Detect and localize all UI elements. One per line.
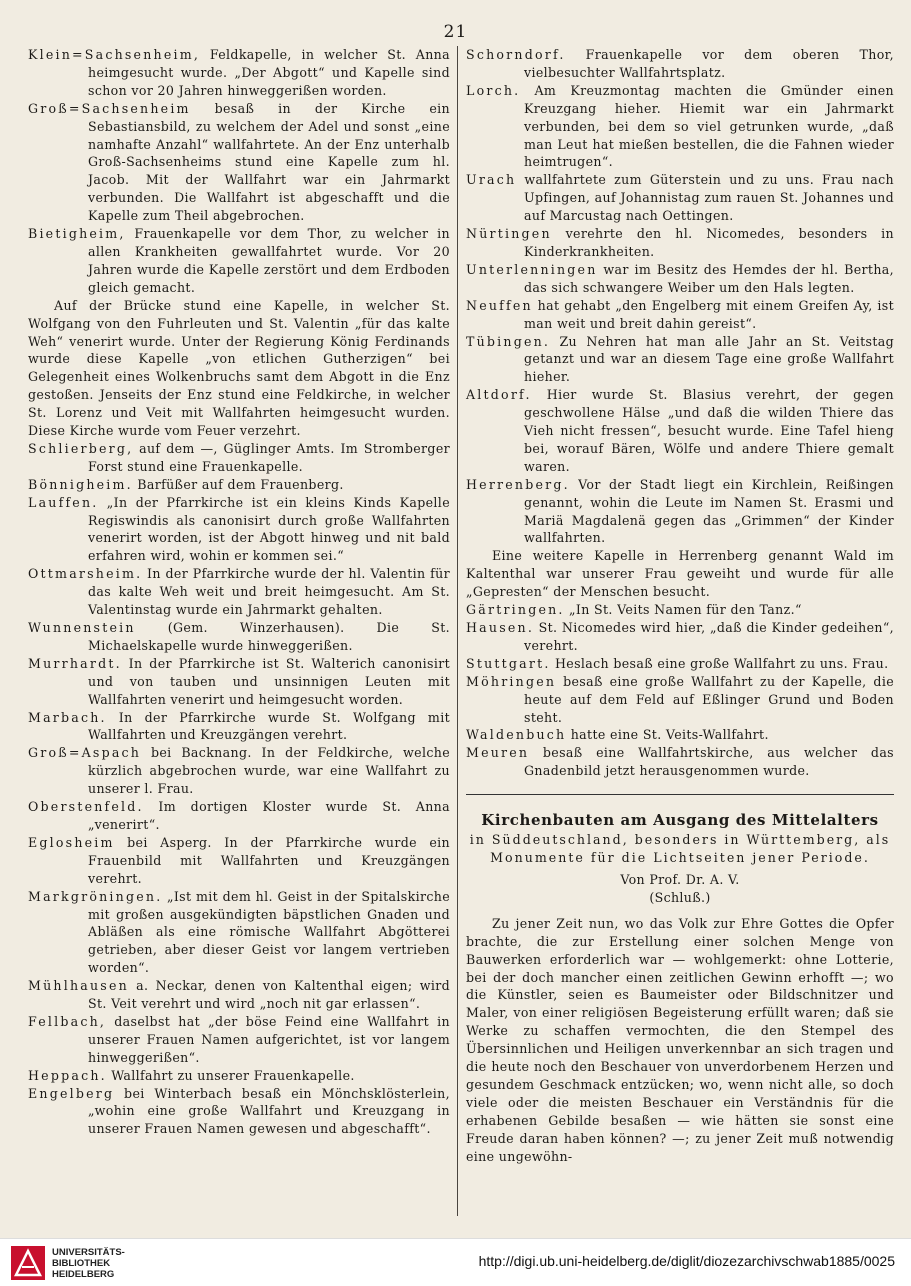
place-entry [28,494,450,566]
left-column [28,46,450,1138]
right-column-entries [466,46,894,780]
place-description: war im Besitz des Hemdes der hl. Bertha, das sich schwangere Weiber um den Hals legten. [524,261,894,295]
place-entry [466,171,894,225]
place-entry [28,834,450,888]
place-name: Neuffen [466,297,533,313]
place-description: besaß in der Kirche ein Sebastiansbild, zu welchem der Adel und sonst „eine namhafte Anzahl“ wallfahrtete. An der Enz unterhalb Groß-Sachsenheims stund eine Kapelle zum hl. Jacob. Mit der Wallfahrt war ein Jahrmarkt verbunden. Die Wallfahrt ist abgeschafft und die Kapelle zum Theil abgebrochen. [88,100,450,224]
place-description: wallfahrtete zum Güterstein und zu uns. Frau nach Upfingen, auf Johannistag zum rauen St. Johannes und auf Marcustag nach Oettingen. [524,172,894,224]
article-note: (Schluß.) [649,889,711,905]
place-description: In der Pfarrkirche wurde der hl. Valentin für das kalte Weh weit und breit heimgesucht. Am St. Valentinstag wurde ein Jahrmarkt gehalten. [88,566,450,618]
university-logo-icon [10,1245,46,1281]
place-description: (Gem. Winzerhausen). Die St. Michaelskapelle wurde hinweggerißen. [88,620,450,653]
place-name: Hausen. [466,620,535,635]
place-description: Feldkapelle, in welcher St. Anna heimgesucht wurde. „Der Abgott“ und Kapelle sind schon vor 20 Jahren hinweggerißen worden. [88,47,451,98]
place-description: Barfüßer auf dem Frauenberg. [137,476,344,492]
source-url-link[interactable]: http://digi.ub.uni-heidelberg.de/diglit/diozezarchivschwab1885/0025 [478,1253,895,1269]
place-description: bei Winterbach besaß ein Mönchsklösterlein, „wohin eine große Wallfahrt und Kreuzgang in unserer Frauen Namen gewesen und abgeschafft“. [88,1085,450,1137]
place-name: Groß=Aspach [28,745,142,761]
place-description: St. Nicomedes wird hier, „daß die Kinder gedeihen“, verehrt. [524,620,894,653]
place-name: Eglosheim [28,834,115,850]
place-name: Urach [466,172,517,188]
place-name: Marbach. [28,709,107,725]
place-name: Gärtringen. [466,602,565,618]
place-name: Bönnigheim. [28,476,133,492]
place-entry [28,46,450,100]
place-name: Möhringen [466,673,557,689]
column-divider [457,46,458,1216]
place-description: verehrte den hl. Nicomedes, besonders in Kinderkrankheiten. [524,226,894,259]
place-entry [28,476,450,494]
place-description: Im dortigen Kloster wurde St. Anna „venerirt“. [88,799,450,832]
place-entry [466,726,894,744]
article-title: Kirchenbauten am Ausgang des Mittelalters [466,794,894,831]
place-description: bei Asperg. In der Pfarrkirche wurde ein Frauenbild mit Wallfahrten und Kreuzgängen verehrt. [88,834,450,886]
place-description: Zu Nehren hat man alle Jahr an St. Veitstag getanzt und war an diesem Tage eine große Wallfahrt hieher. [524,333,894,385]
place-description: besaß eine große Wallfahrt zu der Kapelle, die heute auf dem Feld auf Eßlinger Grund und Boden steht. [524,673,895,725]
place-entry [28,1085,450,1139]
place-description: besaß eine Wallfahrtskirche, aus welcher das Gnadenbild jetzt herausgenommen wurde. [524,745,894,779]
place-name: Groß=Sachsenheim [28,100,191,116]
right-column [466,46,894,1165]
place-entry [28,744,450,798]
place-description: Frauenkapelle vor dem oberen Thor, vielbesuchter Wallfahrtsplatz. [524,47,894,80]
place-entry [466,619,894,655]
place-name: Tübingen. [466,333,551,349]
place-entry [28,1067,450,1085]
paragraph: Eine weitere Kapelle in Herrenberg genannt Wald im Kaltenthal war unserer Frau geweiht und wurde für alle „Gepresten“ der Menschen besucht. [466,548,894,600]
place-description: Vor der Stadt liegt ein Kirchlein, Reißingen genannt, wohin die Leute im Namen St. Erasmi und Mariä Magdalenä gegen das „Grimmen“ der Kinder wallfahrten. [524,476,894,546]
place-name: Waldenbuch [466,727,567,743]
place-name: Lauffen. [28,494,99,510]
place-name: Unterlenningen [466,261,598,277]
place-name: Nürtingen [466,226,552,242]
place-name: Herrenberg. [466,476,570,492]
place-name: Wunnenstein [28,620,136,635]
place-entry [466,225,894,261]
place-name: Mühlhausen [28,978,129,994]
place-name: Stuttgart. [466,655,551,671]
place-description: Hier wurde St. Blasius verehrt, der gegen geschwollene Hälse „und daß die wilden Thiere das Vieh nicht fressen“, besucht wurde. Eine Tafel hieng bei, worauf Bären, Wölfe und andere Thiere gemalt waren. [524,387,894,474]
paragraph: Auf der Brücke stund eine Kapelle, in welcher St. Wolfgang von den Fuhrleuten und St. Valentin „für das kalte Weh“ venerirt wurde. Unter der Regierung König Ferdinands wurde diese Kapelle „von etlichen Gutherzigen“ bei Gelegenheit eines Wolkenbruchs samt dem Abgott in die Enz gestoßen. Jenseits der Enz stund eine Feldkirche, in welcher St. Lorenz und Veit mit Wallfahrten heimgesucht wurden. Diese Kirche wurde vom Feuer verzehrt. [28,297,450,439]
place-name: Altdorf. [466,387,532,403]
article-subtitle: in Süddeutschland, besonders in Württemberg, als Monumente für die Lichtseiten jener Periode. [469,832,891,866]
place-description: In der Pfarrkirche ist St. Walterich canonisirt und von tauben und unsinnigen Leuten mit Wallfahrten venerirt und heimgesucht worden. [88,655,451,707]
place-name: Schorndorf. [466,47,566,62]
place-name: Oberstenfeld. [28,799,144,815]
place-description: a. Neckar, denen von Kaltenthal eigen; wird St. Veit verehrt und wird „noch nit gar erlassen“. [88,978,450,1012]
place-entry [28,977,450,1013]
place-description: In der Pfarrkirche wurde St. Wolfgang mit Wallfahrten und Kreuzgängen verehrt. [88,709,450,743]
place-name: Heppach. [28,1067,107,1083]
university-logo-text: UNIVERSITÄTS- BIBLIOTHEK HEIDELBERG [52,1247,125,1280]
place-name: Klein=Sachsenheim, [28,47,201,62]
place-entry [28,440,450,476]
place-entry [466,476,894,548]
place-entry [28,565,450,619]
place-entry [466,333,894,387]
place-entry [28,225,450,297]
place-name: Bietigheim, [28,226,126,242]
place-entry [28,100,450,225]
place-description: „In der Pfarrkirche ist ein kleins Kinds Kapelle Regiswindis als canonisirt durch große Wallfahrten venerirt worden, ist der Abgott hinweg und nit bald erfahren wird, wohin er kommen sei.“ [88,494,450,564]
place-name: Engelberg [28,1085,115,1101]
place-description: bei Backnang. In der Feldkirche, welche kürzlich abgebrochen wurde, war eine Wallfahrt zu unserer l. Frau. [88,745,451,797]
article-author: Von Prof. Dr. A. V. [620,871,740,887]
place-description: daselbst hat „der böse Feind eine Wallfahrt in unserer Frauen Namen aufgerichtet, ist vor langem hinweggerißen“. [88,1013,450,1065]
place-name: Markgröningen. [28,888,163,904]
place-entry [466,82,894,172]
place-entry [466,386,894,476]
page-number: 21 [443,22,468,42]
place-entry [28,619,450,655]
place-entry [466,261,894,297]
article-body: Zu jener Zeit nun, wo das Volk zur Ehre Gottes die Opfer brachte, die zur Erstellung einer solchen Menge von Bauwerken erforderlich war — wohlgemerkt: ohne Lotterie, bei der doch mancher einen zeitlichen Gewinn erhofft —; wo die Künstler, seien es Baumeister oder Bildschnitzer und Maler, von einer religiösen Begeisterung erfüllt waren; daß sie Werke zu schaffen vermochten, die den Stempel des Übersinnlichen und Heiligen unverkennbar an sich tragen und die heute noch den Beschauer von unverdorbenem Herzen und gesundem Geschmack entzücken; wo, wenn nicht alle, so doch viele oder die meisten Beschauer ein Verständnis für die erhabenen Gebilde besaßen — wie hätten sie sonst eine Freude daran haben können? —; zu jener Zeit muß notwendig eine ungewöhn- [466,915,894,1164]
place-name: Fellbach, [28,1013,107,1029]
place-description: Heslach besaß eine große Wallfahrt zu uns. Frau. [554,655,889,671]
place-entry [28,888,450,978]
place-description: „Ist mit dem hl. Geist in der Spitalskirche mit großen ausgekündigten bäpstlichen Gnaden und Abläßen als eine römische Wallfahrt Abgötterei getrieben, aber dieser Geist vor langem vertrieben worden“. [88,888,450,976]
place-description: hat gehabt „den Engelberg mit einem Greifen Ay, ist man weit und breit dahin gereist“. [524,297,894,331]
place-entry [466,46,894,82]
place-entry [28,709,450,745]
place-name: Ottmarsheim. [28,566,143,582]
place-entry [28,798,450,834]
place-description: Wallfahrt zu unserer Frauenkapelle. [111,1067,355,1083]
footer-bar [0,1238,911,1286]
place-entry [28,1013,450,1067]
place-entry [466,673,894,727]
place-description: „In St. Veits Namen für den Tanz.“ [569,602,802,618]
place-description: hatte eine St. Veits-Wallfahrt. [570,727,769,743]
place-description: auf dem —, Güglinger Amts. Im Stromberger Forst stund eine Frauenkapelle. [88,440,451,474]
place-entry [466,601,894,619]
place-name: Lorch. [466,82,521,98]
place-entry [466,744,894,780]
place-name: Meuren [466,745,530,761]
place-entry [466,297,894,333]
place-entry [466,655,894,673]
place-entry [28,655,450,709]
place-name: Schlierberg, [28,440,134,456]
place-description: Frauenkapelle vor dem Thor, zu welcher in allen Krankheiten gewallfahrtet wurde. Vor 20 Jahren wurde die Kapelle zerstört und dem Erdboden gleich gemacht. [88,226,450,295]
place-name: Murrhardt. [28,655,122,671]
place-description: Am Kreuzmontag machten die Gmünder einen Kreuzgang hieher. Hiemit war ein Jahrmarkt verbunden, bei dem so viel getrunken wurde, „daß man Leut hat mießen bestellen, die die Fahnen wieder heimtrugen“. [524,82,894,170]
